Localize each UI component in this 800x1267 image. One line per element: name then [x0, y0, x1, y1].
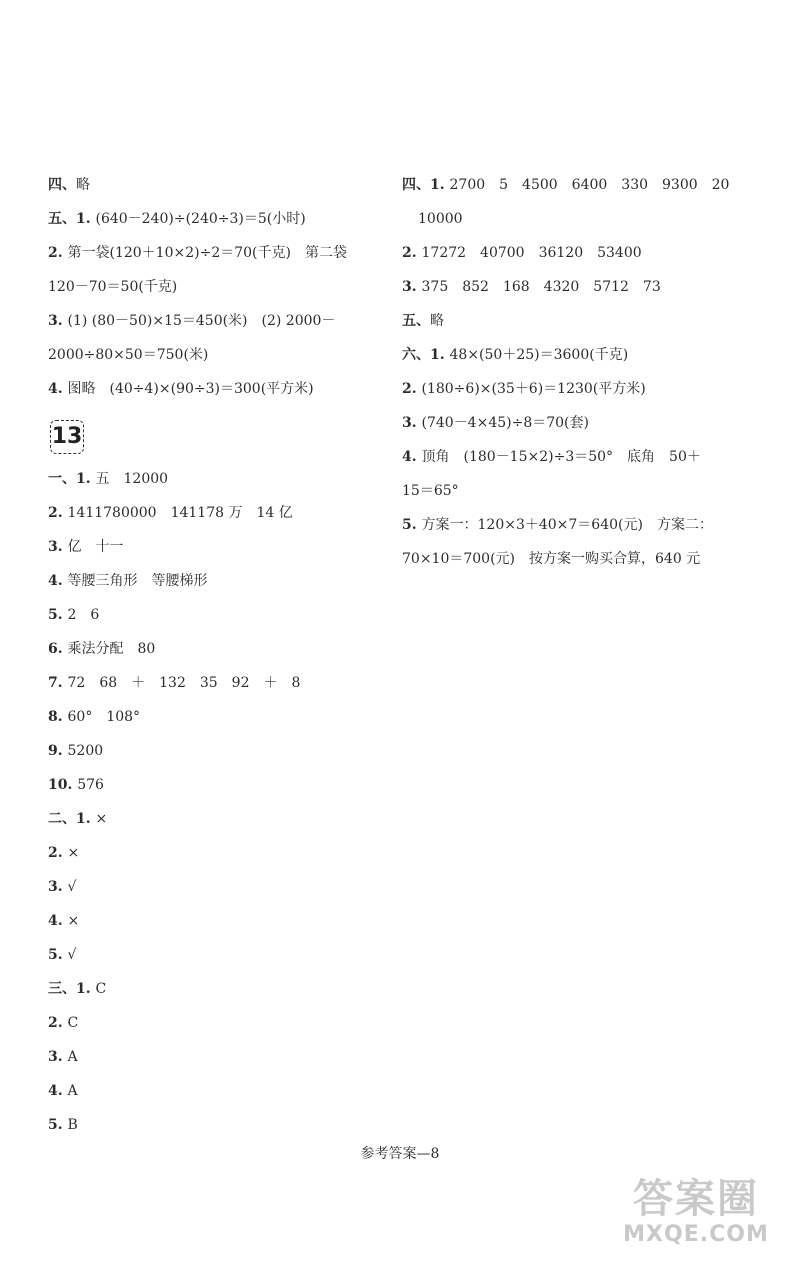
answer-line: 5. 2 6	[48, 607, 100, 623]
answer-line: 4. 图略 (40÷4)×(90÷3)＝300(平方米)	[48, 381, 314, 397]
watermark-url: MXQE.COM	[623, 1222, 769, 1247]
answer-line: 3. (1) (80－50)×15＝450(米) (2) 2000－	[48, 313, 336, 329]
answer-line: 3. 亿 十一	[48, 539, 124, 555]
answer-line: 2. (180÷6)×(35＋6)＝1230(平方米)	[402, 381, 646, 397]
watermark	[606, 1176, 786, 1262]
page-footer: 参考答案—8	[360, 1146, 440, 1162]
answer-line: 二、1. ×	[48, 811, 108, 827]
answer-line: 9. 5200	[48, 743, 104, 759]
answer-line: 三、1. C	[48, 981, 107, 997]
answer-line: 3. √	[48, 879, 77, 895]
answer-line: 一、1. 五 12000	[48, 471, 169, 487]
answer-line: 四、略	[48, 177, 90, 193]
answer-line: 2000÷80×50＝750(米)	[48, 347, 209, 363]
answer-line: 2. 17272 40700 36120 53400	[402, 245, 642, 261]
answer-line: 3. 375 852 168 4320 5712 73	[402, 279, 661, 295]
answer-line: 五、略	[402, 313, 444, 329]
answer-line: 8. 60° 108°	[48, 709, 141, 725]
answer-line: 3. (740－4×45)÷8＝70(套)	[402, 415, 589, 431]
answer-line: 4. 等腰三角形 等腰梯形	[48, 573, 208, 589]
watermark-logo: 答案圈	[633, 1176, 759, 1222]
answer-line: 六、1. 48×(50＋25)＝3600(千克)	[402, 347, 629, 363]
answer-line: 5. 方案一：120×3＋40×7＝640(元) 方案二：	[402, 517, 713, 533]
answer-line: 7. 72 68 ＋ 132 35 92 ＋ 8	[48, 675, 301, 691]
answer-line: 6. 乘法分配 80	[48, 641, 156, 657]
answer-line: 四、1. 2700 5 4500 6400 330 9300 20	[402, 177, 730, 193]
answer-line: 4. A	[48, 1083, 78, 1099]
answer-line: 2. 1411780000 141178 万 14 亿	[48, 505, 293, 521]
answer-line: 2. C	[48, 1015, 79, 1031]
answer-line: 15＝65°	[402, 483, 459, 499]
answer-line: 10000	[418, 211, 463, 227]
answer-line: 10. 576	[48, 777, 104, 793]
answer-line: 4. ×	[48, 913, 80, 929]
answer-line: 5. √	[48, 947, 77, 963]
answer-line: 4. 顶角 (180－15×2)÷3＝50° 底角 50＋	[402, 449, 701, 465]
answer-line: 120－70＝50(千克)	[48, 279, 178, 295]
answer-line: 2. ×	[48, 845, 80, 861]
answer-line: 70×10＝700(元) 按方案一购买合算，640 元	[402, 551, 701, 567]
answer-line: 2. 第一袋(120＋10×2)÷2＝70(千克) 第二袋	[48, 245, 347, 261]
answer-line: 五、1. (640－240)÷(240÷3)＝5(小时)	[48, 211, 306, 227]
section-number-badge: 13	[50, 420, 84, 454]
answer-line: 3. A	[48, 1049, 78, 1065]
answer-line: 5. B	[48, 1117, 78, 1133]
